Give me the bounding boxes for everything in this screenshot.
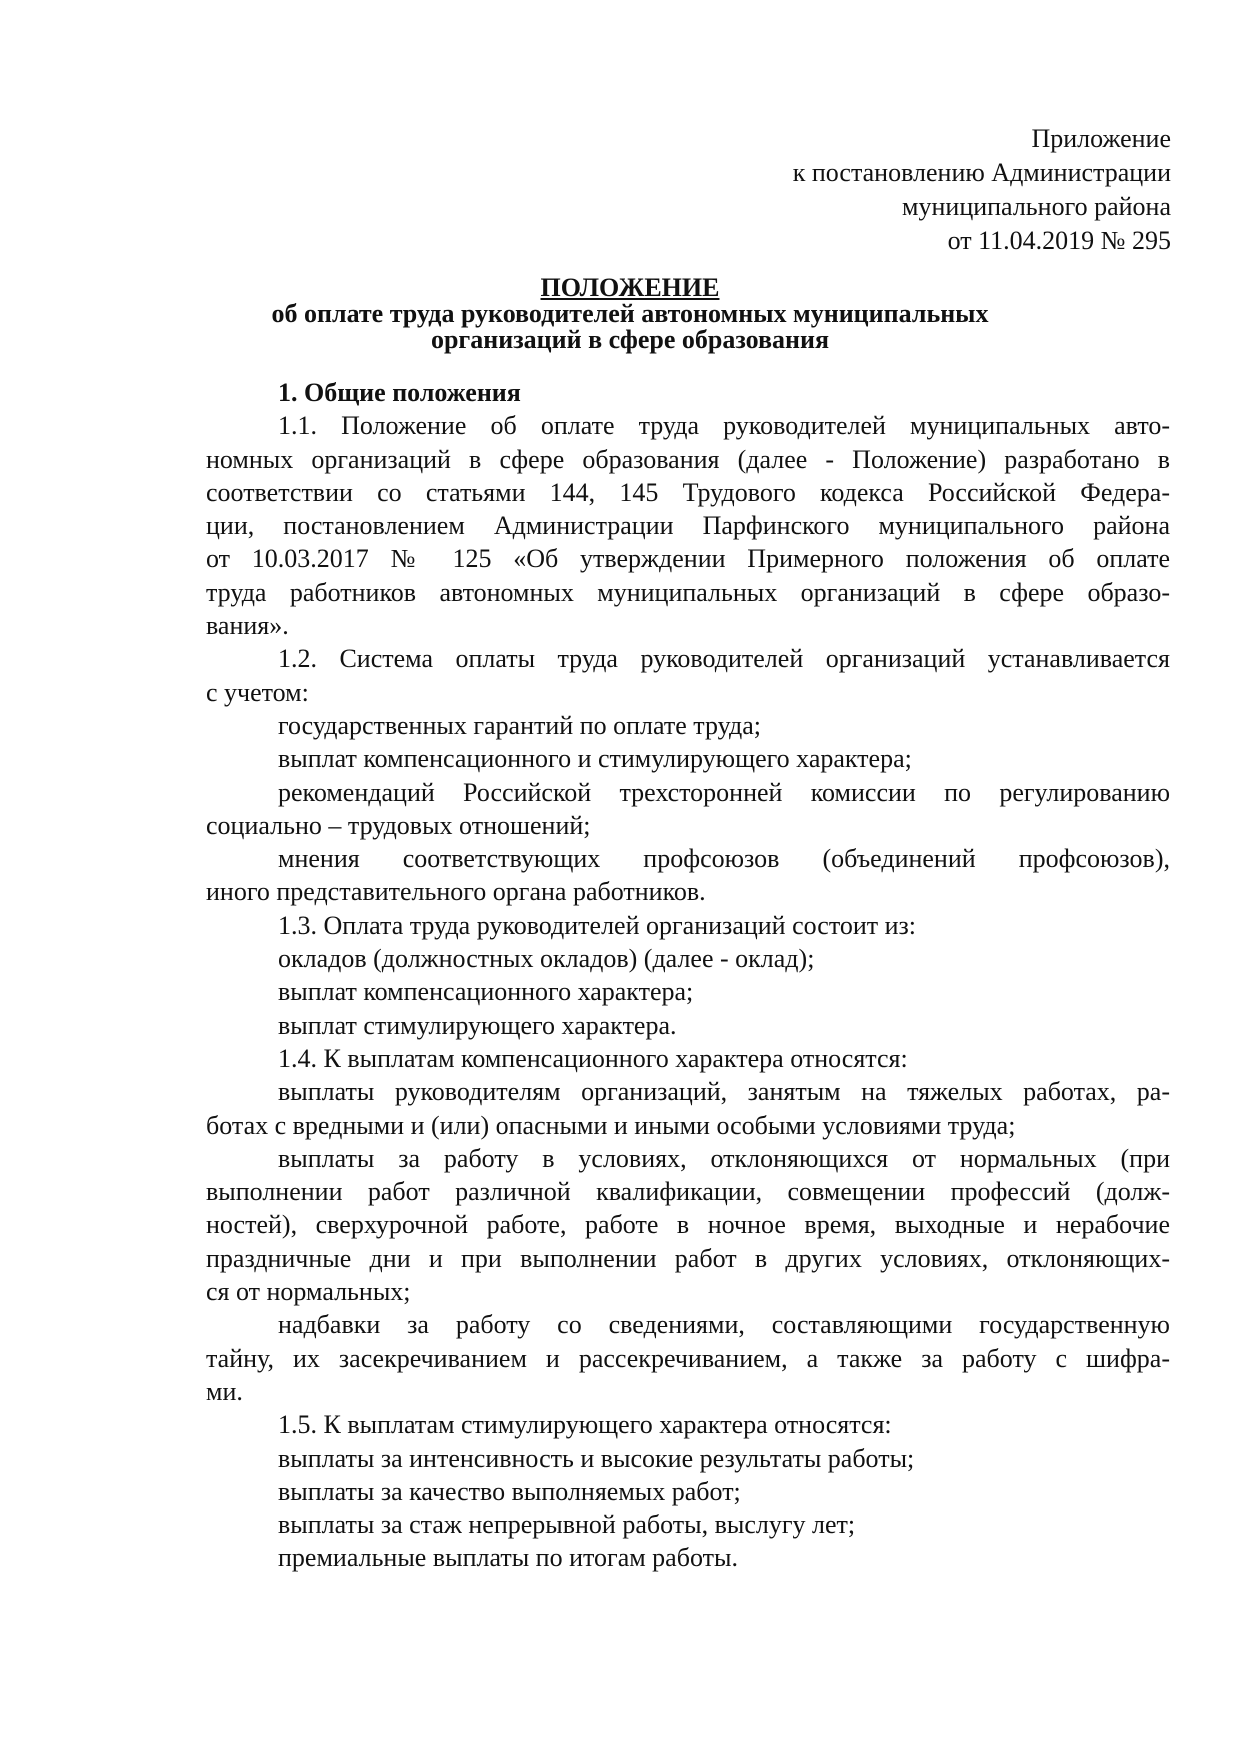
list-item-1-4: выплаты руководителям организаций, занятым на тяжелых работах, ра- xyxy=(278,1077,1170,1107)
list-item-1-3: выплат стимулирующего характера. xyxy=(278,1010,677,1040)
paragraph-1-3: 1.3. Оплата труда руководителей организаций состоит из: xyxy=(278,910,917,940)
paragraph-1-1-line: соответствии со статьями 144, 145 Трудового кодекса Российской Федера- xyxy=(206,477,1170,507)
list-item-1-4-cont: ся от нормальных; xyxy=(206,1277,411,1307)
list-item-1-4-cont: ми. xyxy=(206,1376,243,1406)
list-item-1-5: премиальные выплаты по итогам работы. xyxy=(278,1543,738,1573)
list-item-1-3: окладов (должностных окладов) (далее - оклад); xyxy=(278,944,815,974)
appendix-date-number: от 11.04.2019 № 295 xyxy=(947,226,1171,255)
list-item-1-4-cont: ботах с вредными и (или) опасными и иными особыми условиями труда; xyxy=(206,1110,1016,1140)
list-item-1-2: государственных гарантий по оплате труда; xyxy=(278,710,761,740)
list-item-1-2-cont: иного представительного органа работников. xyxy=(206,877,706,907)
list-item-1-2: мнения соответствующих профсоюзов (объединений профсоюзов), xyxy=(278,844,1170,874)
list-item-1-3: выплат компенсационного характера; xyxy=(278,977,694,1007)
list-item-1-4-cont: выполнении работ различной квалификации, совмещении профессий (долж- xyxy=(206,1177,1170,1207)
list-item-1-4-cont: тайну, их засекречиванием и рассекречиванием, а также за работу с шифра- xyxy=(206,1343,1170,1373)
title-subtitle-line-2: организаций в сфере образования xyxy=(430,325,830,354)
appendix-block xyxy=(651,122,1171,258)
list-item-1-4: надбавки за работу со сведениями, составляющими государственную xyxy=(278,1310,1170,1340)
list-item-1-5: выплаты за интенсивность и высокие результаты работы; xyxy=(278,1443,915,1473)
paragraph-1-1-line: номных организаций в сфере образования (далее - Положение) разработано в xyxy=(206,444,1170,474)
paragraph-1-5: 1.5. К выплатам стимулирующего характера относятся: xyxy=(278,1410,892,1440)
list-item-1-5: выплаты за стаж непрерывной работы, выслугу лет; xyxy=(278,1510,856,1540)
list-item-1-4: выплаты за работу в условиях, отклоняющихся от нормальных (при xyxy=(278,1143,1170,1173)
list-item-1-2: выплат компенсационного и стимулирующего характера; xyxy=(278,744,912,774)
list-item-1-5: выплаты за качество выполняемых работ; xyxy=(278,1476,741,1506)
title-main: ПОЛОЖЕНИЕ xyxy=(540,273,720,302)
appendix-district: муниципального района xyxy=(902,192,1171,221)
paragraph-1-1-line: ции, постановлением Администрации Парфинского муниципального района xyxy=(206,511,1170,541)
list-item-1-4-cont: ностей), сверхурочной работе, работе в ночное время, выходные и нерабочие xyxy=(206,1210,1170,1240)
paragraph-1-1-line: вания». xyxy=(206,611,289,641)
paragraph-1-1-line: труда работников автономных муниципальных организаций в сфере образо- xyxy=(206,577,1170,607)
document-title xyxy=(140,275,1120,353)
paragraph-1-2-line: 1.2. Система оплаты труда руководителей организаций устанавливается xyxy=(278,644,1170,674)
title-subtitle-line-1: об оплате труда руководителей автономных муниципальных xyxy=(271,299,989,328)
paragraph-1-1-line: 1.1. Положение об оплате труда руководителей муниципальных авто- xyxy=(278,411,1170,441)
section-heading-1: 1. Общие положения xyxy=(278,378,521,407)
appendix-resolution: к постановлению Администрации xyxy=(792,158,1171,187)
paragraph-1-1-line: от 10.03.2017 № 125 «Об утверждении Примерного положения об оплате xyxy=(206,544,1170,574)
list-item-1-2: рекомендаций Российской трехсторонней комиссии по регулированию xyxy=(278,777,1170,807)
list-item-1-2-cont: социально – трудовых отношений; xyxy=(206,810,591,840)
list-item-1-4-cont: праздничные дни и при выполнении работ в других условиях, отклоняющих- xyxy=(206,1243,1170,1273)
document-body xyxy=(206,376,1170,1575)
appendix-label: Приложение xyxy=(1031,124,1171,153)
paragraph-1-2-line: с учетом: xyxy=(206,677,309,707)
paragraph-1-4: 1.4. К выплатам компенсационного характера относятся: xyxy=(278,1043,908,1073)
